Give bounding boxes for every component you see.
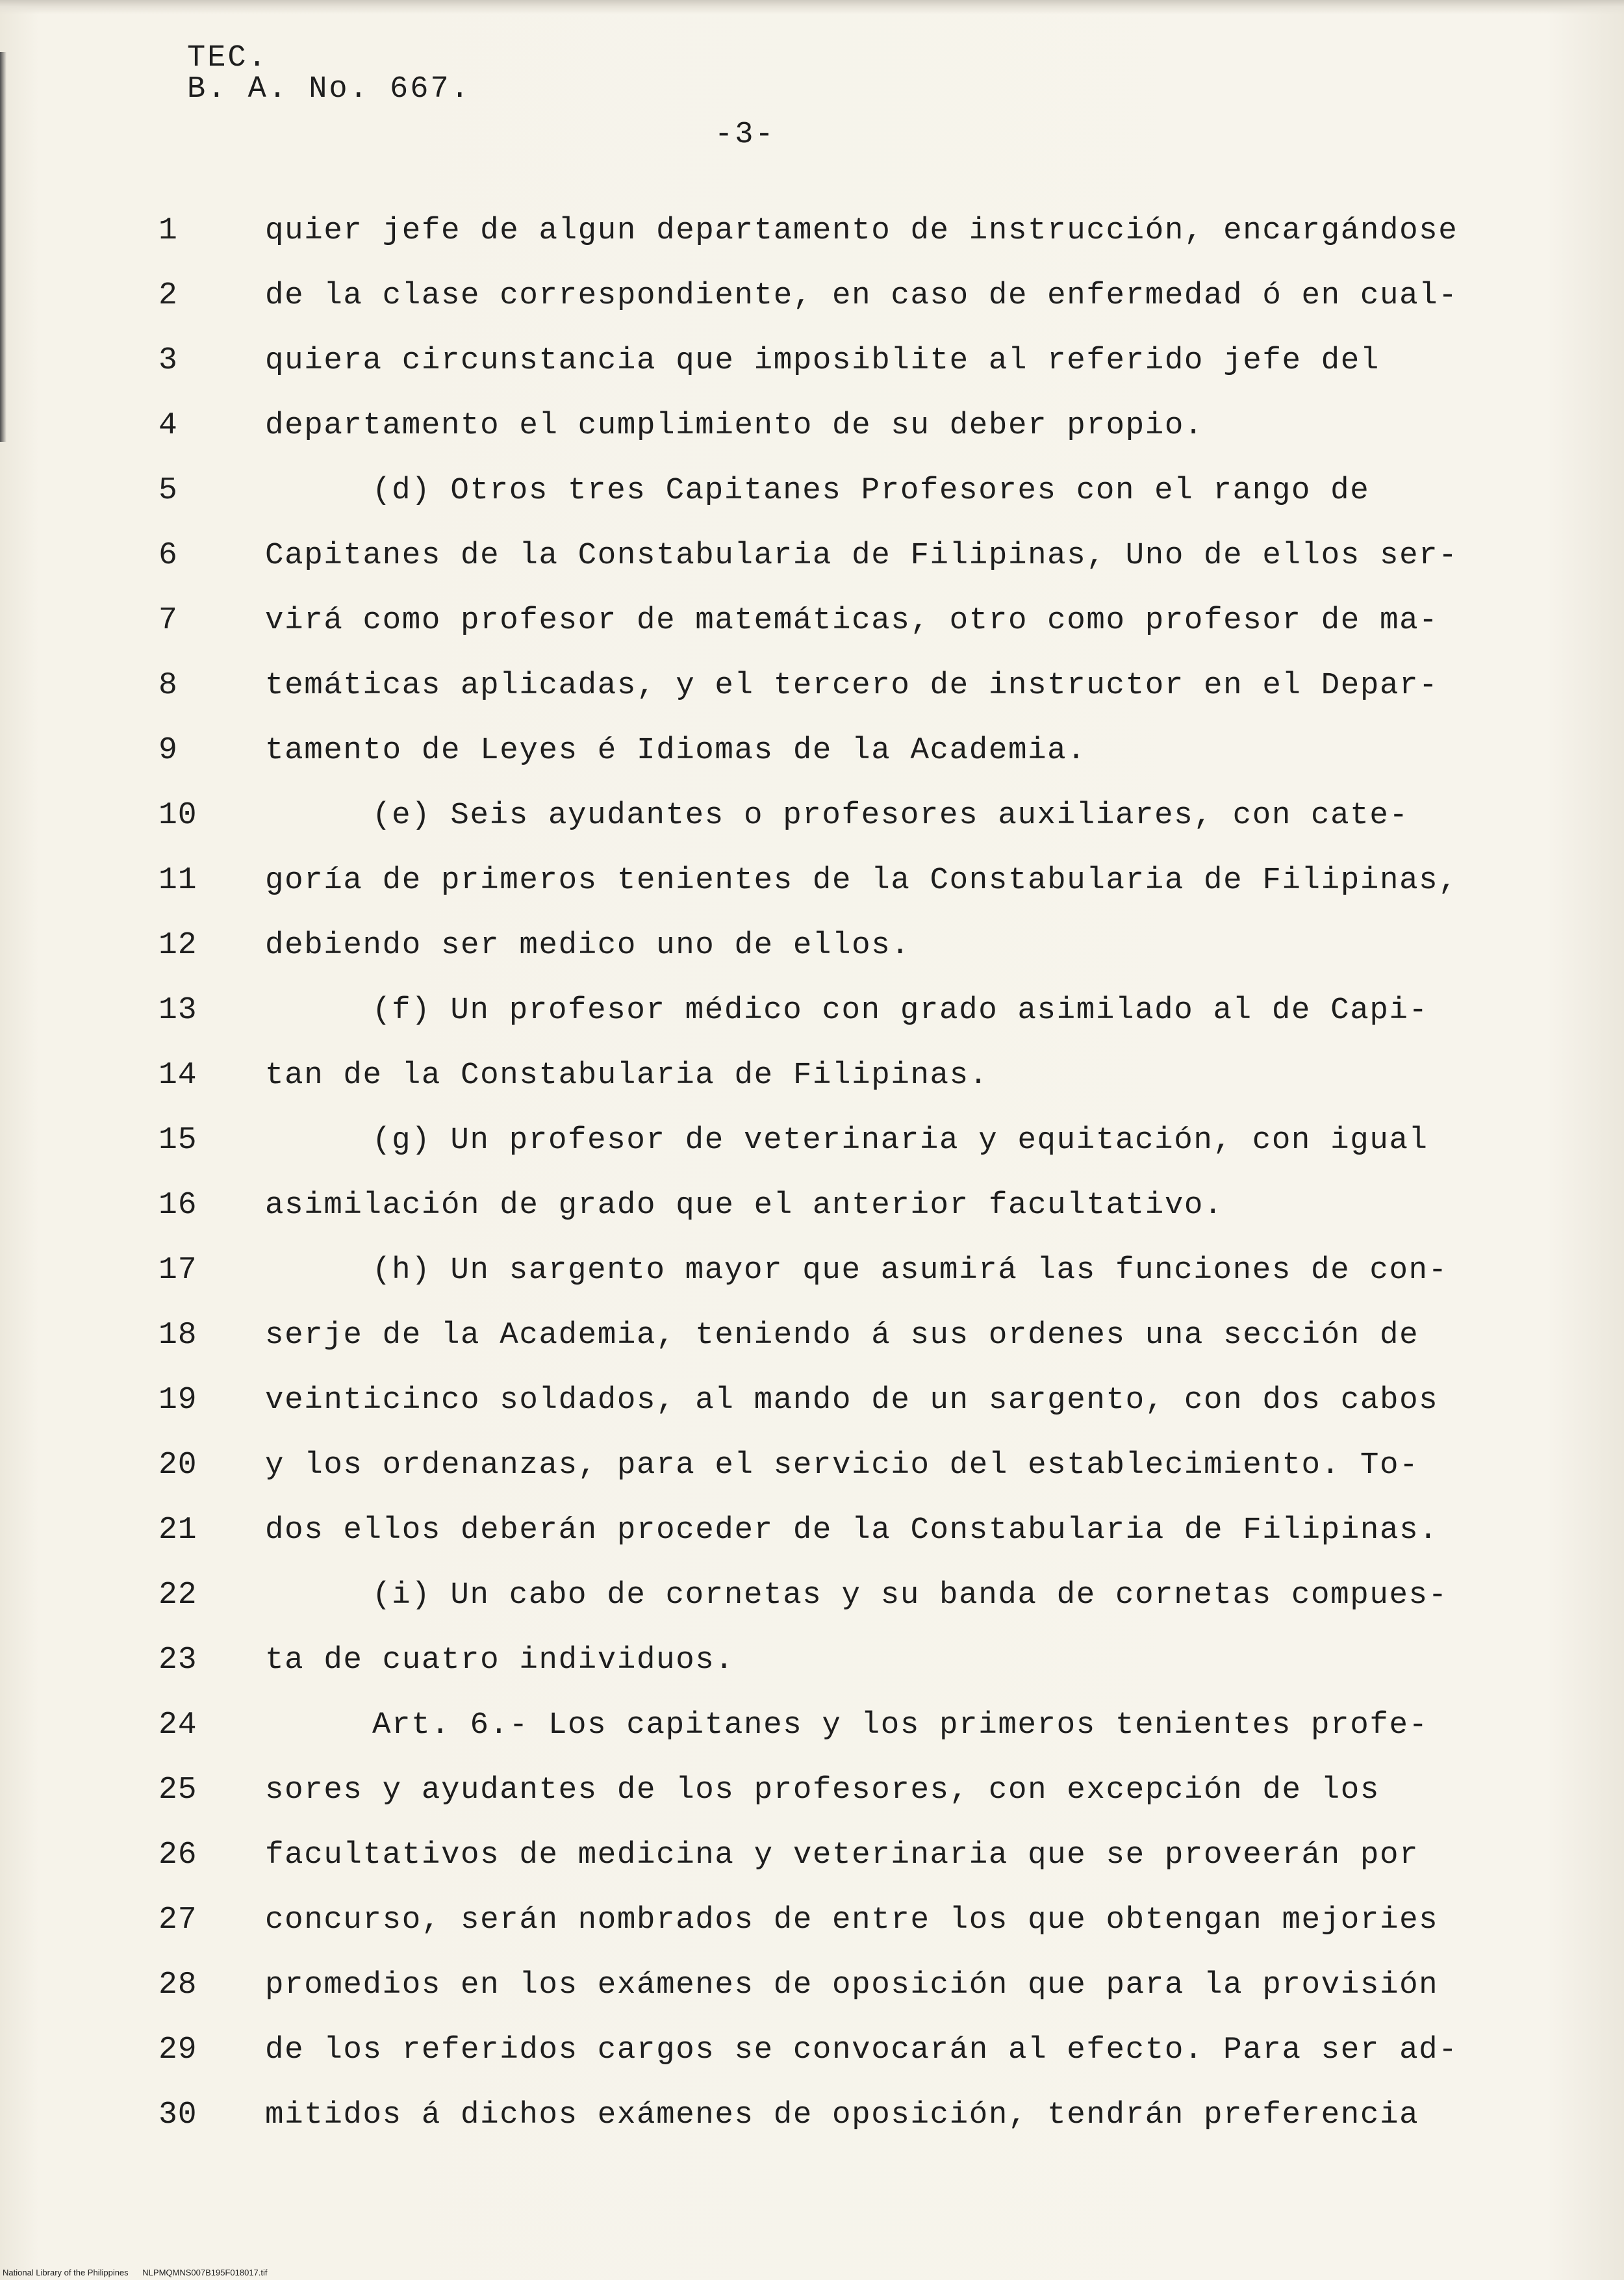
line-number: 5 <box>159 473 178 508</box>
text-line <box>0 270 1624 322</box>
line-number: 6 <box>159 538 178 573</box>
text-line <box>0 724 1624 776</box>
line-text: (h) Un sargento mayor que asumirá las funciones de con- <box>372 1253 1448 1288</box>
line-text: Art. 6.- Los capitanes y los primeros tenientes profe- <box>372 1708 1428 1743</box>
header-bill-number: B. A. No. 667. <box>187 72 471 107</box>
line-text: serje de la Academia, teniendo á sus ordenes una sección de <box>265 1318 1419 1353</box>
text-line <box>0 1374 1624 1426</box>
line-number: 7 <box>159 603 178 638</box>
text-line <box>0 1244 1624 1296</box>
text-line <box>0 1179 1624 1231</box>
scan-footer <box>3 2268 279 2278</box>
text-line <box>0 1764 1624 1816</box>
line-number: 10 <box>159 798 197 833</box>
text-line <box>0 1439 1624 1491</box>
header-tec: TEC. <box>187 41 268 75</box>
text-line <box>0 1114 1624 1166</box>
line-number: 20 <box>159 1448 197 1483</box>
text-line <box>0 1829 1624 1881</box>
line-text: asimilación de grado que el anterior facultativo. <box>265 1188 1224 1223</box>
line-number: 30 <box>159 2097 197 2133</box>
line-number: 3 <box>159 343 178 378</box>
line-text: virá como profesor de matemáticas, otro como profesor de ma- <box>265 603 1439 638</box>
text-line <box>0 1504 1624 1556</box>
line-text: facultativos de medicina y veterinaria que se proveerán por <box>265 1838 1419 1873</box>
text-line <box>0 1309 1624 1361</box>
line-text: veinticinco soldados, al mando de un sargento, con dos cabos <box>265 1383 1439 1418</box>
footer-file: NLPMQMNS007B195F018017.tif <box>142 2268 268 2277</box>
text-line <box>0 205 1624 257</box>
text-line <box>0 595 1624 647</box>
line-text: sores y ayudantes de los profesores, con excepción de los <box>265 1773 1380 1808</box>
line-text: (d) Otros tres Capitanes Profesores con el rango de <box>372 473 1370 508</box>
text-line <box>0 530 1624 582</box>
line-number: 18 <box>159 1318 197 1353</box>
line-text: goría de primeros tenientes de la Constabularia de Filipinas, <box>265 863 1458 898</box>
line-number: 24 <box>159 1708 197 1743</box>
line-number: 28 <box>159 1967 197 2003</box>
line-number: 22 <box>159 1578 197 1613</box>
line-text: (g) Un profesor de veterinaria y equitación, con igual <box>372 1123 1428 1158</box>
line-number: 14 <box>159 1058 197 1093</box>
line-text: (i) Un cabo de cornetas y su banda de cornetas compues- <box>372 1578 1448 1613</box>
text-line <box>0 854 1624 906</box>
line-number: 25 <box>159 1773 197 1808</box>
page-number: -3- <box>715 118 776 152</box>
text-line <box>0 1049 1624 1101</box>
line-number: 29 <box>159 2032 197 2068</box>
line-number: 16 <box>159 1188 197 1223</box>
line-number: 2 <box>159 278 178 313</box>
line-text: Capitanes de la Constabularia de Filipinas, Uno de ellos ser- <box>265 538 1458 573</box>
line-text: de la clase correspondiente, en caso de enfermedad ó en cual- <box>265 278 1458 313</box>
line-text: mitidos á dichos exámenes de oposición, tendrán preferencia <box>265 2097 1419 2133</box>
text-line <box>0 1959 1624 2011</box>
line-number: 23 <box>159 1643 197 1678</box>
line-number: 4 <box>159 408 178 443</box>
line-text: tan de la Constabularia de Filipinas. <box>265 1058 989 1093</box>
line-number: 17 <box>159 1253 197 1288</box>
text-line <box>0 2089 1624 2141</box>
text-line <box>0 1634 1624 1686</box>
line-number: 11 <box>159 863 197 898</box>
line-number: 12 <box>159 928 197 963</box>
line-number: 26 <box>159 1838 197 1873</box>
text-line <box>0 335 1624 387</box>
line-text: ta de cuatro individuos. <box>265 1643 735 1678</box>
line-number: 15 <box>159 1123 197 1158</box>
line-number: 13 <box>159 993 197 1028</box>
text-line <box>0 919 1624 971</box>
text-line <box>0 1699 1624 1751</box>
line-text: concurso, serán nombrados de entre los que obtengan mejories <box>265 1902 1439 1938</box>
line-number: 21 <box>159 1513 197 1548</box>
text-line <box>0 400 1624 452</box>
text-line <box>0 1569 1624 1621</box>
line-text: y los ordenanzas, para el servicio del establecimiento. To- <box>265 1448 1419 1483</box>
text-line <box>0 2024 1624 2076</box>
line-text: quiera circunstancia que imposiblite al referido jefe del <box>265 343 1380 378</box>
line-text: (e) Seis ayudantes o profesores auxiliares, con cate- <box>372 798 1409 833</box>
line-text: temáticas aplicadas, y el tercero de instructor en el Depar- <box>265 668 1439 703</box>
line-text: dos ellos deberán proceder de la Constabularia de Filipinas. <box>265 1513 1439 1548</box>
text-line <box>0 984 1624 1036</box>
text-line <box>0 465 1624 517</box>
text-line <box>0 789 1624 841</box>
footer-library: National Library of the Philippines <box>3 2268 129 2277</box>
line-text: promedios en los exámenes de oposición que para la provisión <box>265 1967 1439 2003</box>
line-text: tamento de Leyes é Idiomas de la Academia. <box>265 733 1087 768</box>
line-number: 8 <box>159 668 178 703</box>
line-text: departamento el cumplimiento de su deber propio. <box>265 408 1204 443</box>
text-line <box>0 1894 1624 1946</box>
text-line <box>0 660 1624 711</box>
line-text: quier jefe de algun departamento de instrucción, encargándose <box>265 213 1458 248</box>
line-text: de los referidos cargos se convocarán al efecto. Para ser ad- <box>265 2032 1458 2068</box>
line-number: 19 <box>159 1383 197 1418</box>
line-number: 9 <box>159 733 178 768</box>
line-text: debiendo ser medico uno de ellos. <box>265 928 911 963</box>
line-text: (f) Un profesor médico con grado asimilado al de Capi- <box>372 993 1428 1028</box>
line-number: 27 <box>159 1902 197 1938</box>
line-number: 1 <box>159 213 178 248</box>
